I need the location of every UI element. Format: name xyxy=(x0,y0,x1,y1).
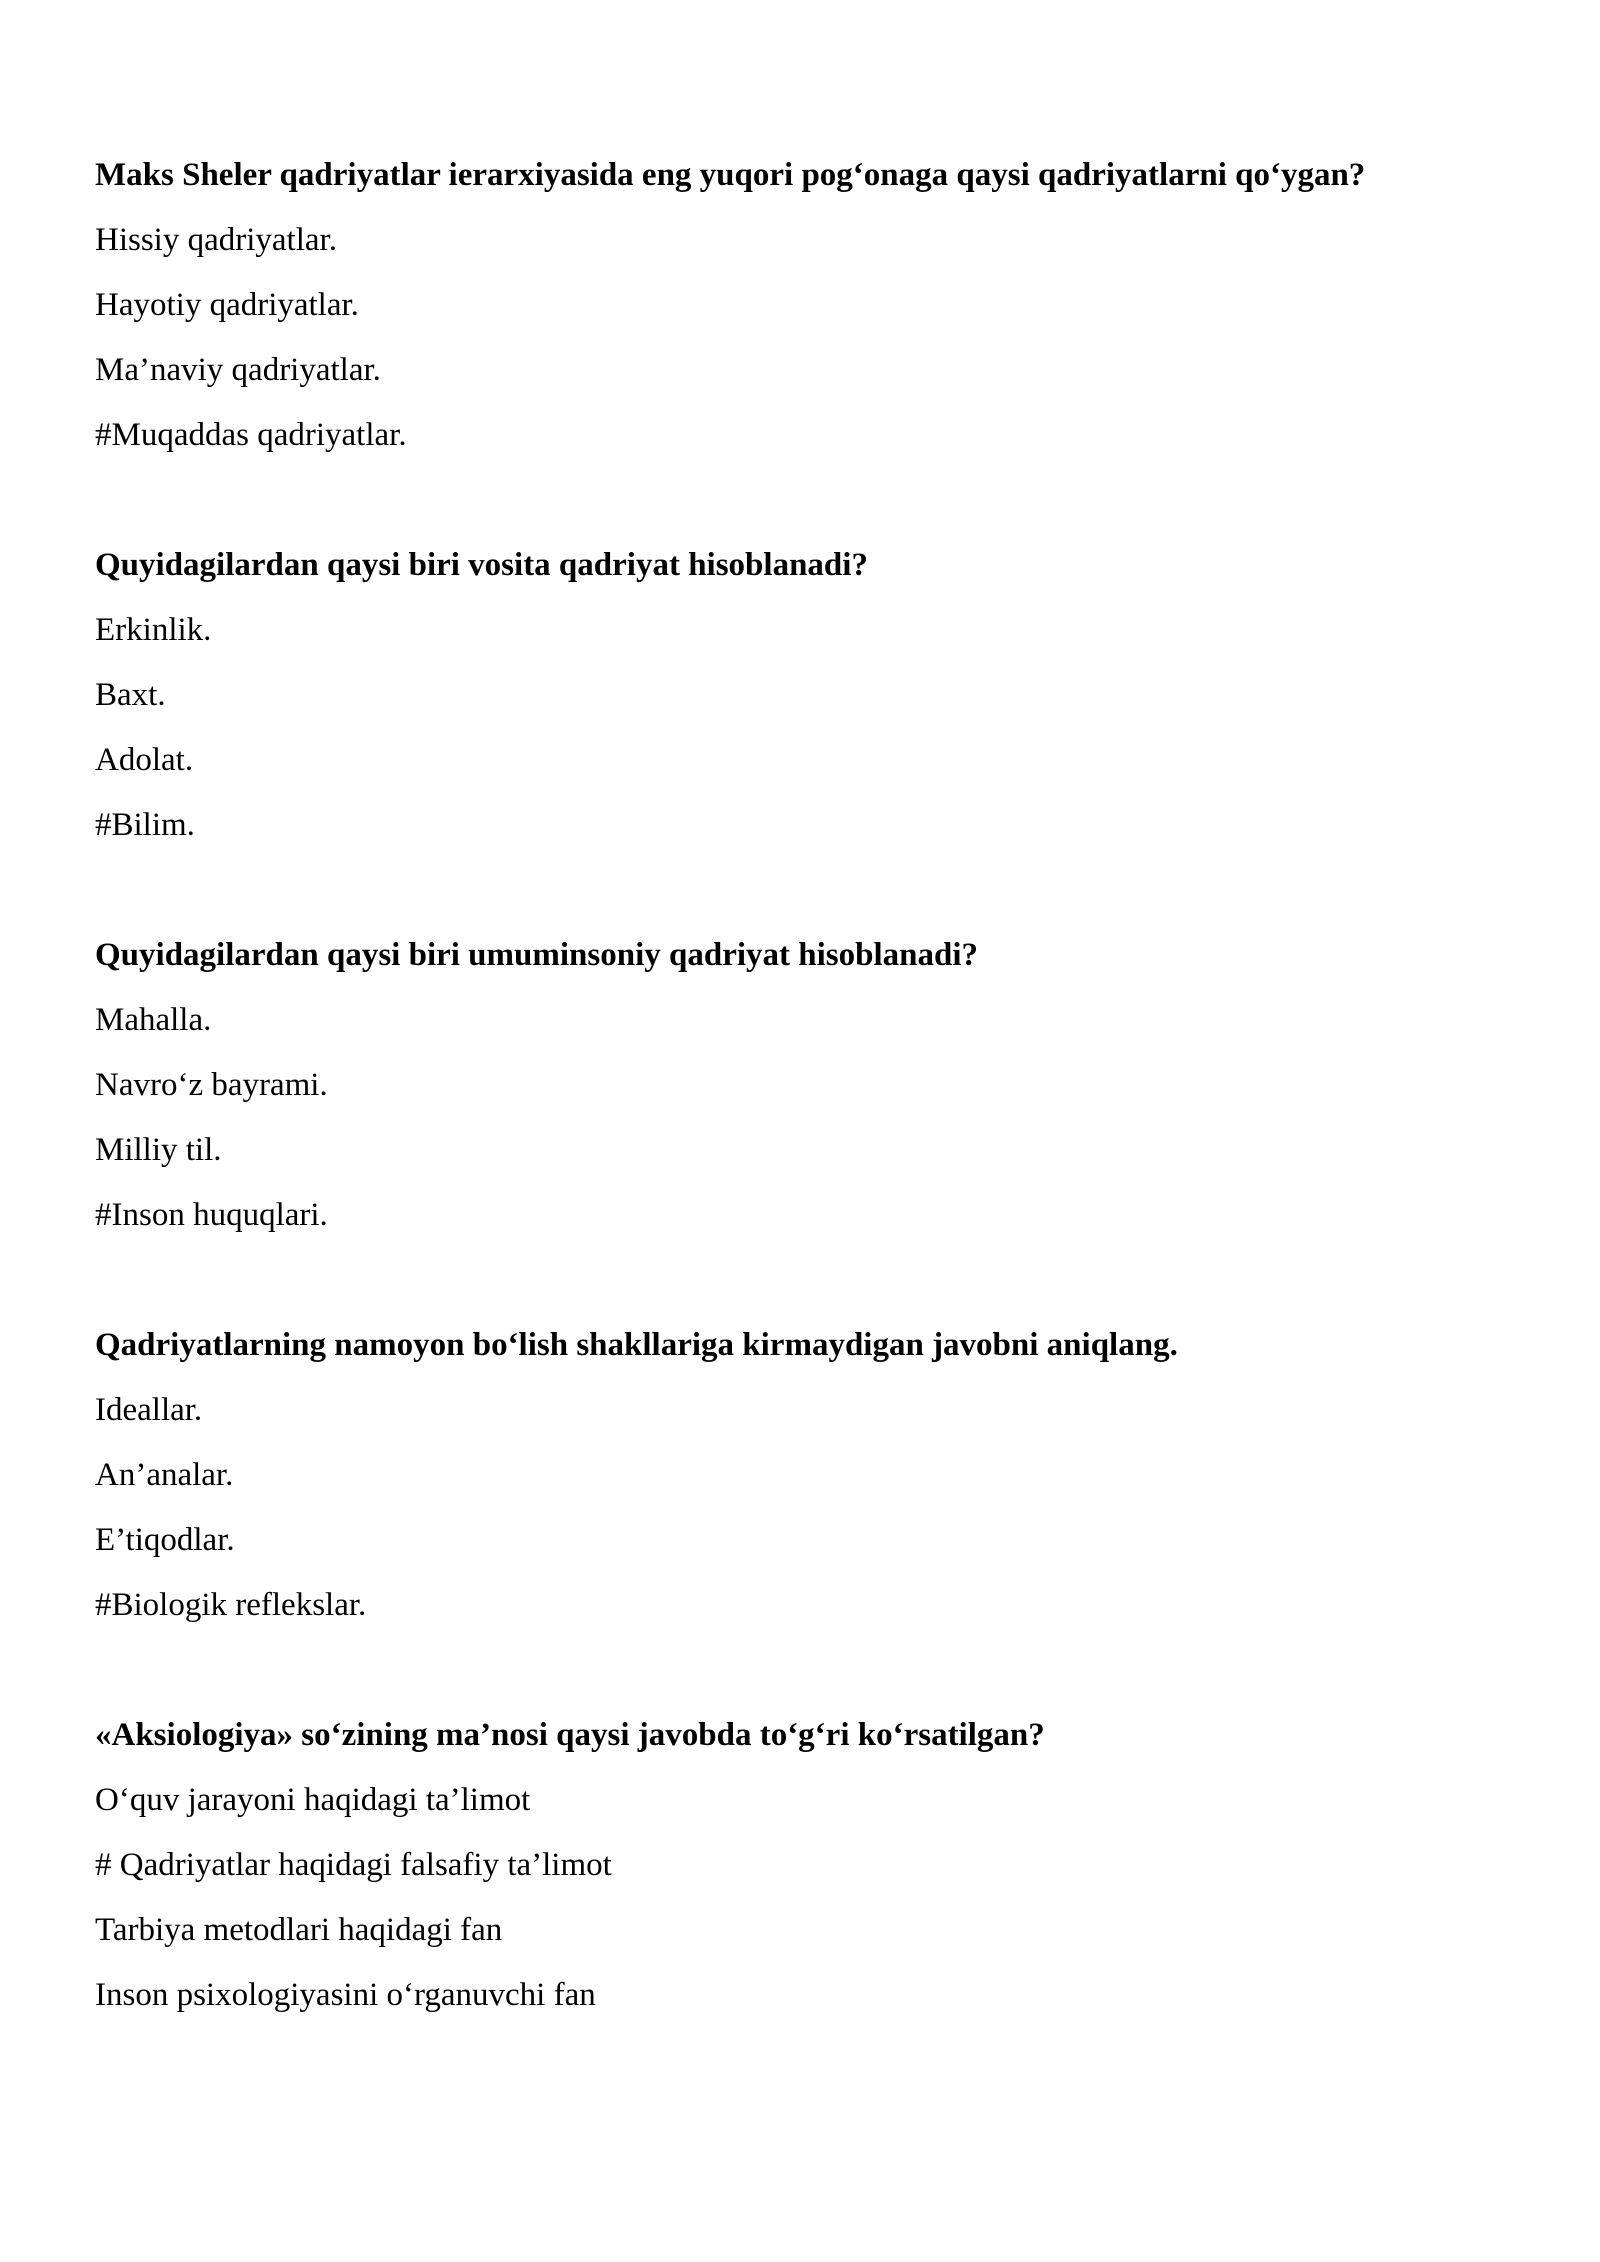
answer-list xyxy=(95,208,1505,468)
answer-option: Hayotiy qadriyatlar. xyxy=(95,287,359,323)
answer-option: Inson psixologiyasini o‘rganuvchi fan xyxy=(95,1977,596,2013)
correct-answer-option: # Qadriyatlar haqidagi falsafiy ta’limot xyxy=(95,1847,612,1883)
answer-option: O‘quv jarayoni haqidagi ta’limot xyxy=(95,1782,531,1818)
question-block xyxy=(95,1703,1505,2028)
answer-option: Baxt. xyxy=(95,677,166,713)
answer-option: An’analar. xyxy=(95,1457,234,1493)
answer-option: Ideallar. xyxy=(95,1392,203,1428)
answer-option: Navro‘z bayrami. xyxy=(95,1067,328,1103)
correct-answer-option: #Inson huquqlari. xyxy=(95,1197,328,1233)
question-text: «Aksiologiya» so‘zining ma’nosi qaysi javobda to‘g‘ri ko‘rsatilgan? xyxy=(95,1717,1045,1753)
answer-option: E’tiqodlar. xyxy=(95,1522,235,1558)
question-block xyxy=(95,1313,1505,1638)
correct-answer-option: #Biologik reflekslar. xyxy=(95,1587,367,1623)
question-text: Qadriyatlarning namoyon bo‘lish shakllariga kirmaydigan javobni aniqlang. xyxy=(95,1327,1178,1363)
correct-answer-option: #Bilim. xyxy=(95,807,195,843)
answer-list xyxy=(95,1768,1505,2028)
correct-answer-option: #Muqaddas qadriyatlar. xyxy=(95,417,407,453)
answer-option: Milliy til. xyxy=(95,1132,222,1168)
question-text: Maks Sheler qadriyatlar ierarxiyasida eng yuqori pog‘onaga qaysi qadriyatlarni qo‘ygan? xyxy=(95,157,1366,193)
answer-option: Ma’naviy qadriyatlar. xyxy=(95,352,381,388)
answer-list xyxy=(95,598,1505,858)
answer-option: Hissiy qadriyatlar. xyxy=(95,222,337,258)
question-text: Quyidagilardan qaysi biri umuminsoniy qadriyat hisoblanadi? xyxy=(95,937,979,973)
question-block xyxy=(95,143,1505,468)
question-block xyxy=(95,923,1505,1248)
question-text: Quyidagilardan qaysi biri vosita qadriyat hisoblanadi? xyxy=(95,547,868,583)
question-block xyxy=(95,533,1505,858)
answer-option: Tarbiya metodlari haqidagi fan xyxy=(95,1912,503,1948)
answer-list xyxy=(95,1378,1505,1638)
answer-option: Erkinlik. xyxy=(95,612,212,648)
question-list xyxy=(95,143,1505,2028)
answer-option: Adolat. xyxy=(95,742,194,778)
answer-list xyxy=(95,988,1505,1248)
answer-option: Mahalla. xyxy=(95,1002,212,1038)
